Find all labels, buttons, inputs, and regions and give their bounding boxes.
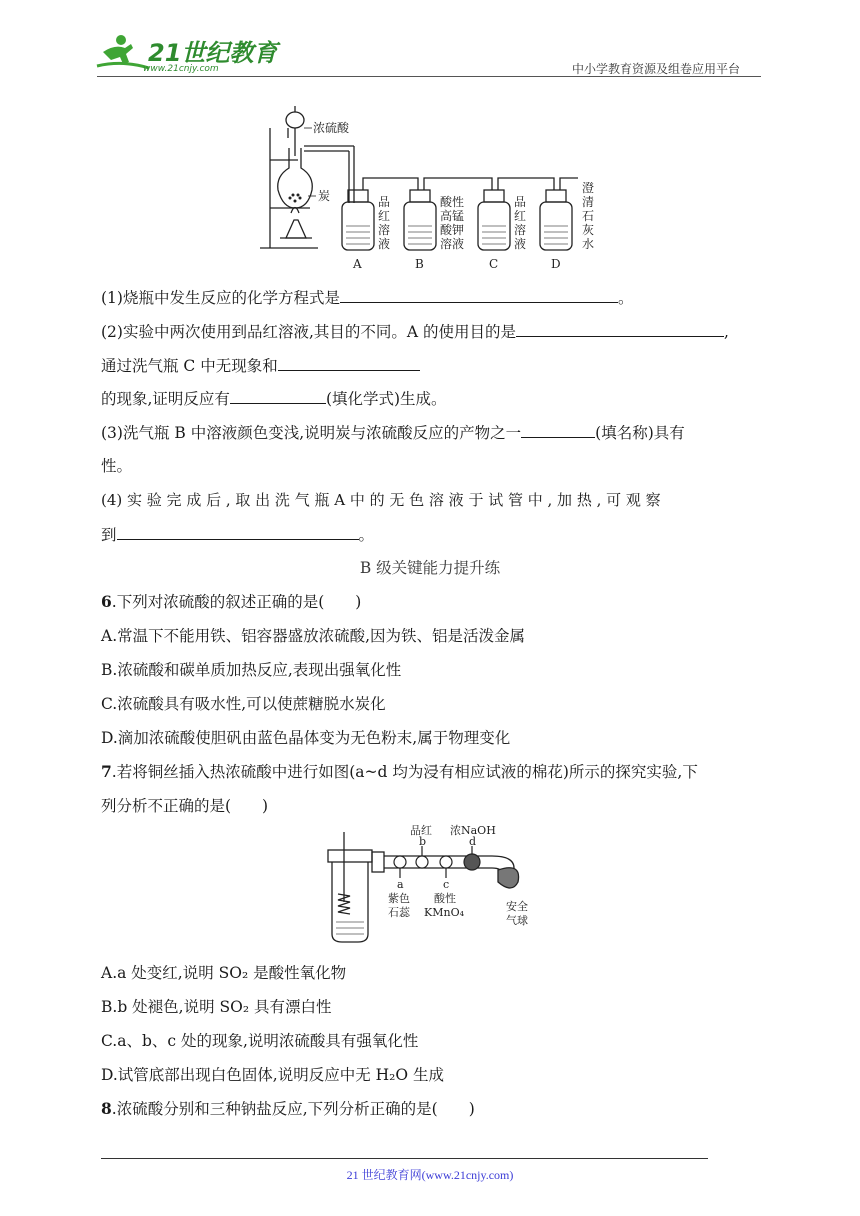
q5-part2-blank1[interactable]	[516, 320, 724, 337]
q8-stem	[101, 1098, 475, 1120]
bottle-label-d: D	[551, 257, 561, 271]
bottle-label-b: B	[415, 257, 424, 271]
q5-part4-end: 。	[358, 526, 375, 544]
q5-part3-blank[interactable]	[521, 421, 595, 438]
q6-option-c[interactable]: C.浓硫酸具有吸水性,可以使蔗糖脱水炭化	[101, 695, 386, 713]
q5-part3b-text: 性。	[101, 457, 133, 475]
q5-part4b-text: 到	[101, 526, 117, 544]
label-b-sol-3: 酸钾	[440, 223, 465, 237]
logo-text: 21世纪教育	[148, 39, 278, 67]
q5-part2-line3	[101, 387, 447, 410]
label-kmno4-1: 酸性	[434, 892, 456, 905]
label-c-sol-4: 液	[514, 237, 527, 251]
label-b-sol-4: 溶液	[440, 237, 465, 251]
q6-option-b[interactable]: B.浓硫酸和碳单质加热反应,表现出强氧化性	[101, 661, 402, 679]
label-balloon-2: 气球	[506, 914, 528, 927]
q7-stem-line1	[101, 761, 698, 783]
label-c-sol-3: 溶	[514, 223, 527, 237]
q7-number: 7	[101, 762, 112, 781]
platform-name: 中小学教育资源及组卷应用平台	[572, 62, 741, 76]
label-b-sol-1: 酸性	[440, 195, 465, 209]
label-b-sol-2: 高锰	[440, 209, 465, 223]
label-balloon-1: 安全	[506, 900, 528, 913]
q7-option-b[interactable]: B.b 处褪色,说明 SO₂ 具有漂白性	[101, 998, 332, 1016]
q5-part3-end: (填名称)具有	[595, 424, 685, 442]
q7-stem-line2: 列分析不正确的是( )	[101, 797, 269, 815]
label-d-sol-1: 澄	[582, 181, 595, 195]
q5-part2-text: (2)实验中两次使用到品红溶液,其目的不同。A 的使用目的是	[101, 323, 517, 341]
label-litmus-2: 石蕊	[388, 906, 410, 919]
label-a-sol-1: 品	[378, 195, 391, 209]
q5-part3-line1	[101, 421, 685, 444]
runner-icon	[97, 35, 149, 68]
q5-part2-line2	[101, 354, 420, 377]
q7-option-d[interactable]: D.试管底部出现白色固体,说明反应中无 H₂O 生成	[101, 1066, 445, 1084]
q5-part2c-text: 的现象,证明反应有	[101, 390, 230, 408]
label-d-sol-2: 清	[582, 195, 595, 209]
q6-number: 6	[101, 592, 112, 611]
label-d-sol-3: 石	[582, 209, 595, 223]
q6-option-d[interactable]: D.滴加浓硫酸使胆矾由蓝色晶体变为无色粉末,属于物理变化	[101, 729, 511, 747]
label-d: d	[469, 835, 477, 848]
label-a-sol-4: 液	[378, 237, 391, 251]
q6-stem	[101, 591, 361, 613]
q5-part2-blank3[interactable]	[230, 387, 326, 404]
q5-part1	[101, 286, 633, 309]
bottle-label-c: C	[489, 257, 499, 271]
q5-part1-blank[interactable]	[340, 286, 618, 303]
q8-number: 8	[101, 1099, 112, 1118]
q5-part3-text: (3)洗气瓶 B 中溶液颜色变浅,说明炭与浓硫酸反应的产物之一	[101, 424, 522, 442]
label-d-sol-5: 水	[582, 237, 595, 251]
label-c-sol-2: 红	[514, 209, 527, 223]
label-c: c	[443, 878, 450, 891]
apparatus-diagram-2	[322, 822, 532, 946]
logo-url: www.21cnjy.com	[143, 64, 219, 74]
label-d-sol-4: 灰	[582, 223, 595, 237]
label-litmus-1: 紫色	[388, 892, 410, 905]
label-acid: 浓硫酸	[313, 121, 350, 135]
q5-part2c-end: (填化学式)生成。	[325, 390, 447, 408]
bottle-label-a: A	[353, 257, 362, 271]
label-a-sol-2: 红	[378, 209, 391, 223]
apparatus-diagram-1	[258, 98, 608, 276]
label-naoh: 浓NaOH	[450, 824, 496, 837]
q5-part1-end: 。	[617, 289, 634, 307]
q5-part4-line2	[101, 523, 374, 546]
q5-part4-blank[interactable]	[117, 523, 359, 540]
q5-part2-blank2[interactable]	[278, 354, 420, 371]
section-b-title: B 级关键能力提升练	[359, 559, 501, 577]
q5-part4-line1	[101, 489, 661, 511]
label-kmno4-2: KMnO₄	[424, 906, 464, 919]
q7-option-a[interactable]: A.a 处变红,说明 SO₂ 是酸性氧化物	[101, 964, 347, 982]
q5-part3-line2	[101, 455, 132, 477]
q5-part1-text: (1)烧瓶中发生反应的化学方程式是	[101, 289, 340, 307]
label-pinhong: 品红	[410, 824, 432, 837]
q6-text: .下列对浓硫酸的叙述正确的是( )	[111, 593, 362, 611]
label-c-sol-1: 品	[514, 195, 527, 209]
q5-part2b-text: 通过洗气瓶 C 中无现象和	[101, 357, 278, 375]
q5-part4-text: (4) 实 验 完 成 后 , 取 出 洗 气 瓶 A 中 的 无 色 溶 液 于 试 管 中 , 加 热 , 可 观 察	[101, 491, 661, 509]
header-divider	[97, 76, 761, 77]
label-b: b	[419, 835, 427, 848]
footer-text[interactable]: 21 世纪教育网(www.21cnjy.com)	[346, 1168, 514, 1182]
q7-text: .若将铜丝插入热浓硫酸中进行如图(a~d 均为浸有相应试液的棉花)所示的探究实验,下	[111, 763, 698, 781]
q5-part2-comma: ,	[724, 323, 729, 341]
label-carbon: 炭	[318, 189, 331, 203]
label-a: a	[397, 878, 404, 891]
q8-text: .浓硫酸分别和三种钠盐反应,下列分析正确的是( )	[111, 1100, 475, 1118]
label-a-sol-3: 溶	[378, 223, 391, 237]
q5-part2-line1	[101, 320, 729, 343]
q6-option-a[interactable]: A.常温下不能用铁、铝容器盛放浓硫酸,因为铁、铝是活泼金属	[101, 627, 526, 645]
q7-option-c[interactable]: C.a、b、c 处的现象,说明浓硫酸具有强氧化性	[101, 1032, 419, 1050]
footer-divider	[101, 1158, 708, 1159]
